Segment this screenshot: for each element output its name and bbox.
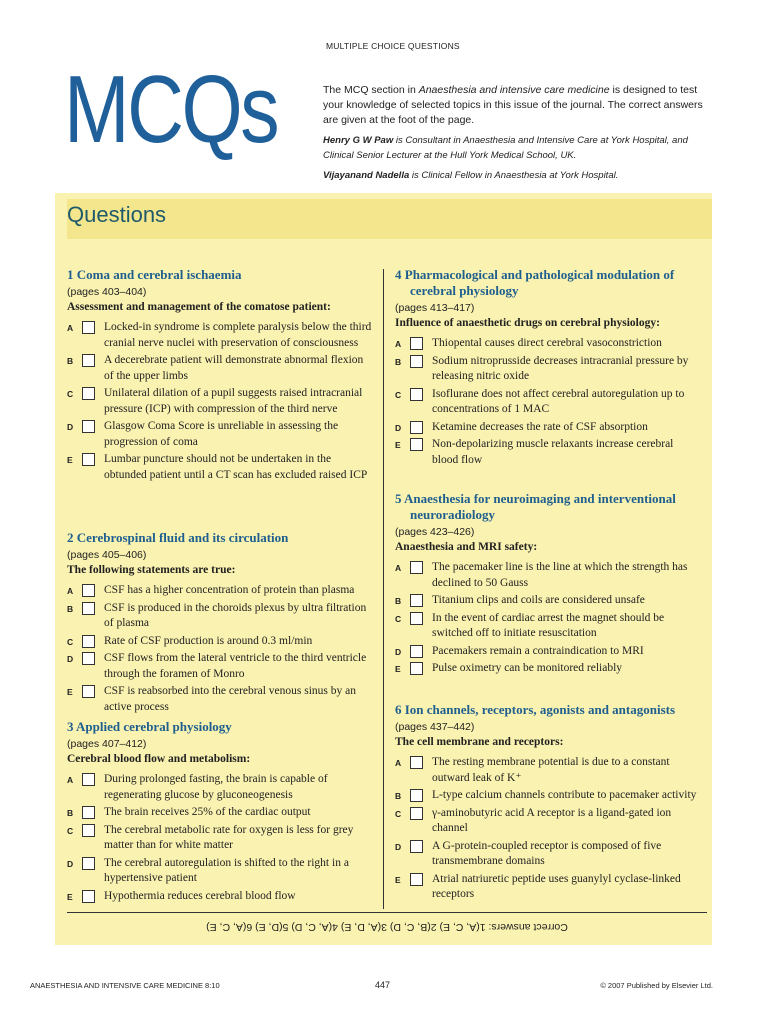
answer-checkbox[interactable] — [410, 388, 423, 401]
option-letter: B — [67, 603, 74, 614]
question-pages: (pages 407–412) — [67, 738, 147, 750]
answer-option — [395, 437, 700, 468]
answer-checkbox[interactable] — [410, 756, 423, 769]
option-letter: E — [67, 687, 73, 697]
option-letter: B — [67, 808, 74, 818]
question-3 — [67, 719, 372, 906]
question-4 — [395, 267, 700, 470]
answer-option — [395, 644, 700, 660]
answer-option — [67, 651, 372, 682]
answer-checkbox[interactable] — [410, 594, 423, 607]
answer-option — [395, 354, 700, 385]
option-text: Hypothermia reduces cerebral blood flow — [104, 889, 296, 902]
option-text: Glasgow Coma Score is unreliable in assessing the progression of coma — [104, 420, 339, 448]
column-divider — [383, 269, 384, 909]
question-stem: Anaesthesia and MRI safety: — [395, 541, 538, 553]
option-letter: B — [395, 356, 402, 367]
answer-checkbox[interactable] — [82, 420, 95, 433]
option-text: Isoflurane does not affect cerebral autoregulation up to concentrations of 1 MAC — [432, 387, 685, 415]
option-text: CSF is produced in the choroids plexus by ultra filtration of plasma — [104, 601, 367, 629]
option-letter: D — [67, 858, 74, 869]
questions-title: Questions — [67, 202, 167, 227]
option-text: The brain receives 25% of the cardiac output — [104, 806, 311, 818]
option-letter: C — [67, 825, 74, 836]
footer-copyright: © 2007 Published by Elsevier Ltd. — [600, 981, 713, 990]
answer-checkbox[interactable] — [82, 806, 95, 819]
answer-checkbox[interactable] — [82, 890, 95, 903]
footer-journal: ANAESTHESIA AND INTENSIVE CARE MEDICINE 8:10 — [30, 981, 220, 990]
option-letter: D — [67, 422, 74, 432]
question-pages: (pages 403–404) — [67, 286, 147, 298]
answer-checkbox[interactable] — [82, 685, 95, 698]
option-letter: D — [395, 422, 402, 433]
answer-checkbox[interactable] — [410, 645, 423, 658]
option-text: γ-aminobutyric acid A receptor is a ligand-gated ion channel — [432, 806, 672, 834]
running-head: MULTIPLE CHOICE QUESTIONS — [326, 41, 460, 51]
option-letter: A — [395, 758, 402, 768]
answer-option — [67, 684, 372, 715]
option-text: A decerebrate patient will demonstrate abnormal flexion of the upper limbs — [104, 354, 364, 382]
question-stem: Influence of anaesthetic drugs on cerebral physiology: — [395, 317, 660, 329]
option-text: Non-depolarizing muscle relaxants increase cerebral blood flow — [432, 438, 674, 466]
option-text: During prolonged fasting, the brain is capable of regenerating glucose by gluconeogenesis — [104, 773, 328, 801]
answer-option — [67, 386, 372, 417]
author-desc: is Clinical Fellow in Anaesthesia at York Hospital. — [409, 170, 619, 181]
answer-checkbox[interactable] — [410, 337, 423, 350]
option-letter: B — [395, 791, 402, 801]
answer-checkbox[interactable] — [410, 840, 423, 853]
option-text: Lumbar puncture should not be undertaken in the obtunded patient until a CT scan has excluded raised ICP — [104, 453, 368, 481]
answer-option — [395, 806, 700, 837]
question-stem: The following statements are true: — [67, 564, 236, 576]
answer-option — [67, 805, 372, 821]
option-text: Titanium clips and coils are considered unsafe — [432, 594, 645, 606]
question-pages: (pages 437–442) — [395, 721, 475, 733]
answer-checkbox[interactable] — [82, 387, 95, 400]
option-letter: E — [395, 440, 401, 450]
answer-checkbox[interactable] — [410, 789, 423, 802]
option-text: The resting membrane potential is due to a constant outward leak of K⁺ — [432, 756, 670, 784]
option-text: Ketamine decreases the rate of CSF absorption — [432, 420, 648, 433]
option-letter: C — [67, 636, 74, 647]
questions-box — [55, 193, 712, 945]
answer-option — [67, 419, 372, 450]
author-1 — [323, 133, 715, 163]
mcqs-logo: MCQs — [64, 56, 278, 163]
option-text: A G-protein-coupled receptor is composed of five transmembrane domains — [432, 839, 662, 867]
answer-checkbox[interactable] — [410, 561, 423, 574]
answer-checkbox[interactable] — [410, 355, 423, 368]
question-title: 1 Coma and cerebral ischaemia — [67, 267, 242, 282]
option-text: Atrial natriuretic peptide uses guanylyl cyclase-linked receptors — [432, 872, 681, 900]
answer-checkbox[interactable] — [410, 807, 423, 820]
option-letter: C — [395, 613, 402, 624]
answer-checkbox[interactable] — [410, 662, 423, 675]
answer-checkbox[interactable] — [82, 584, 95, 597]
option-letter: E — [395, 874, 401, 885]
question-pages: (pages 405–406) — [67, 549, 147, 561]
answer-checkbox[interactable] — [82, 857, 95, 870]
answer-checkbox[interactable] — [82, 773, 95, 786]
option-text: Rate of CSF production is around 0.3 ml/min — [104, 634, 313, 647]
question-2 — [67, 530, 372, 717]
option-text: The cerebral metabolic rate for oxygen is less for grey matter than for white matter — [104, 823, 354, 851]
answer-checkbox[interactable] — [82, 824, 95, 837]
option-text: In the event of cardiac arrest the magnet should be switched off to initiate resuscitation — [432, 611, 665, 639]
answer-checkbox[interactable] — [82, 321, 95, 334]
answer-option — [395, 661, 700, 677]
answer-checkbox[interactable] — [410, 873, 423, 886]
option-text: Pacemakers remain a contraindication to MRI — [432, 644, 644, 657]
answer-option — [67, 772, 372, 803]
option-text: Thiopental causes direct cerebral vasoconstriction — [432, 337, 662, 349]
question-title: 5 Anaesthesia for neuroimaging and interventional neuroradiology — [395, 491, 676, 522]
option-letter: C — [395, 808, 402, 819]
answer-option — [67, 634, 372, 650]
question-stem: Assessment and management of the comatose patient: — [67, 301, 331, 313]
answer-option — [67, 823, 372, 854]
question-stem: Cerebral blood flow and metabolism: — [67, 753, 251, 765]
footer-page-number: 447 — [375, 980, 391, 990]
answer-option — [395, 560, 700, 591]
answer-checkbox[interactable] — [82, 602, 95, 615]
option-text: CSF flows from the lateral ventricle to the third ventricle through the foramen of Monro — [104, 652, 367, 680]
answer-option — [67, 889, 372, 905]
answer-option — [67, 583, 372, 599]
option-letter: A — [67, 775, 74, 785]
option-text: The cerebral autoregulation is shifted to the right in a hypertensive patient — [104, 856, 349, 884]
option-letter: A — [67, 586, 74, 596]
answer-option — [395, 336, 700, 352]
question-title: 6 Ion channels, receptors, agonists and antagonists — [395, 702, 676, 717]
journal-name: Anaesthesia and intensive care medicine — [418, 84, 610, 96]
option-letter: A — [67, 323, 74, 333]
answer-option — [395, 755, 700, 786]
intro — [323, 83, 715, 188]
answer-checkbox[interactable] — [82, 453, 95, 466]
author-name: Vijayanand Nadella — [323, 170, 410, 181]
option-letter: B — [395, 596, 402, 606]
answers-divider — [67, 912, 707, 913]
question-6 — [395, 702, 700, 905]
answer-option — [67, 320, 372, 351]
option-text: L-type calcium channels contribute to pacemaker activity — [432, 789, 697, 801]
option-letter: D — [395, 646, 402, 657]
answer-option — [67, 856, 372, 887]
answer-option — [395, 872, 700, 903]
answer-option — [395, 420, 700, 436]
option-text: Unilateral dilation of a pupil suggests raised intracranial pressure (ICP) with compression of the third nerve — [104, 387, 363, 415]
question-5 — [395, 491, 700, 679]
option-letter: B — [67, 356, 74, 366]
intro-text — [323, 83, 715, 128]
question-1 — [67, 267, 372, 485]
correct-answers: Correct answers: 1(A, C, E) 2(B, C, D) 3(A, D, E) 4(A, C, D) 5(D, E) 6(A, C, E) — [206, 921, 568, 933]
question-title: 4 Pharmacological and pathological modulation of cerebral physiology — [395, 267, 675, 298]
option-letter: A — [395, 339, 402, 349]
answer-checkbox[interactable] — [82, 635, 95, 648]
intro-text-part: is designed to test your knowledge of selected topics in this issue of the journal. The correct answers are given at the foot of the page. — [323, 84, 703, 126]
author-name: Henry G W Paw — [323, 135, 394, 146]
answer-option — [395, 387, 700, 418]
option-letter: A — [395, 563, 402, 573]
question-title: 3 Applied cerebral physiology — [67, 719, 232, 734]
answer-checkbox[interactable] — [82, 652, 95, 665]
question-pages: (pages 413–417) — [395, 302, 475, 314]
question-title: 2 Cerebrospinal fluid and its circulation — [67, 530, 289, 545]
answer-option — [67, 601, 372, 632]
author-2 — [323, 168, 715, 183]
option-letter: C — [395, 389, 402, 400]
option-letter: E — [67, 455, 73, 465]
option-text: CSF has a higher concentration of protein than plasma — [104, 584, 355, 596]
answer-option — [67, 452, 372, 483]
intro-text-part: The MCQ section in — [323, 84, 419, 96]
answer-checkbox[interactable] — [410, 421, 423, 434]
option-letter: D — [395, 841, 402, 852]
option-text: The pacemaker line is the line at which the strength has declined to 50 Gauss — [432, 561, 688, 589]
question-pages: (pages 423–426) — [395, 526, 475, 538]
option-letter: E — [395, 664, 401, 674]
author-desc: is Consultant in Anaesthesia and Intensive Care at York Hospital, and Clinical Senior Lecturer at the Hull York Medical School, UK. — [323, 135, 688, 161]
answer-checkbox[interactable] — [410, 612, 423, 625]
option-text: Sodium nitroprusside decreases intracranial pressure by releasing nitric oxide — [432, 354, 689, 382]
option-text: CSF is reabsorbed into the cerebral venous sinus by an active process — [104, 685, 356, 713]
answer-checkbox[interactable] — [410, 438, 423, 451]
answer-option — [395, 611, 700, 642]
answer-option — [395, 593, 700, 609]
question-stem: The cell membrane and receptors: — [395, 736, 564, 748]
option-text: Locked-in syndrome is complete paralysis below the third cranial nerve nuclei with preservation of consciousness — [104, 321, 372, 349]
answer-checkbox[interactable] — [82, 354, 95, 367]
option-letter: D — [67, 654, 74, 664]
option-letter: E — [67, 891, 73, 902]
answer-option — [395, 788, 700, 804]
answer-option — [395, 839, 700, 870]
answer-option — [67, 353, 372, 384]
option-text: Pulse oximetry can be monitored reliably — [432, 662, 623, 674]
option-letter: C — [67, 389, 74, 399]
